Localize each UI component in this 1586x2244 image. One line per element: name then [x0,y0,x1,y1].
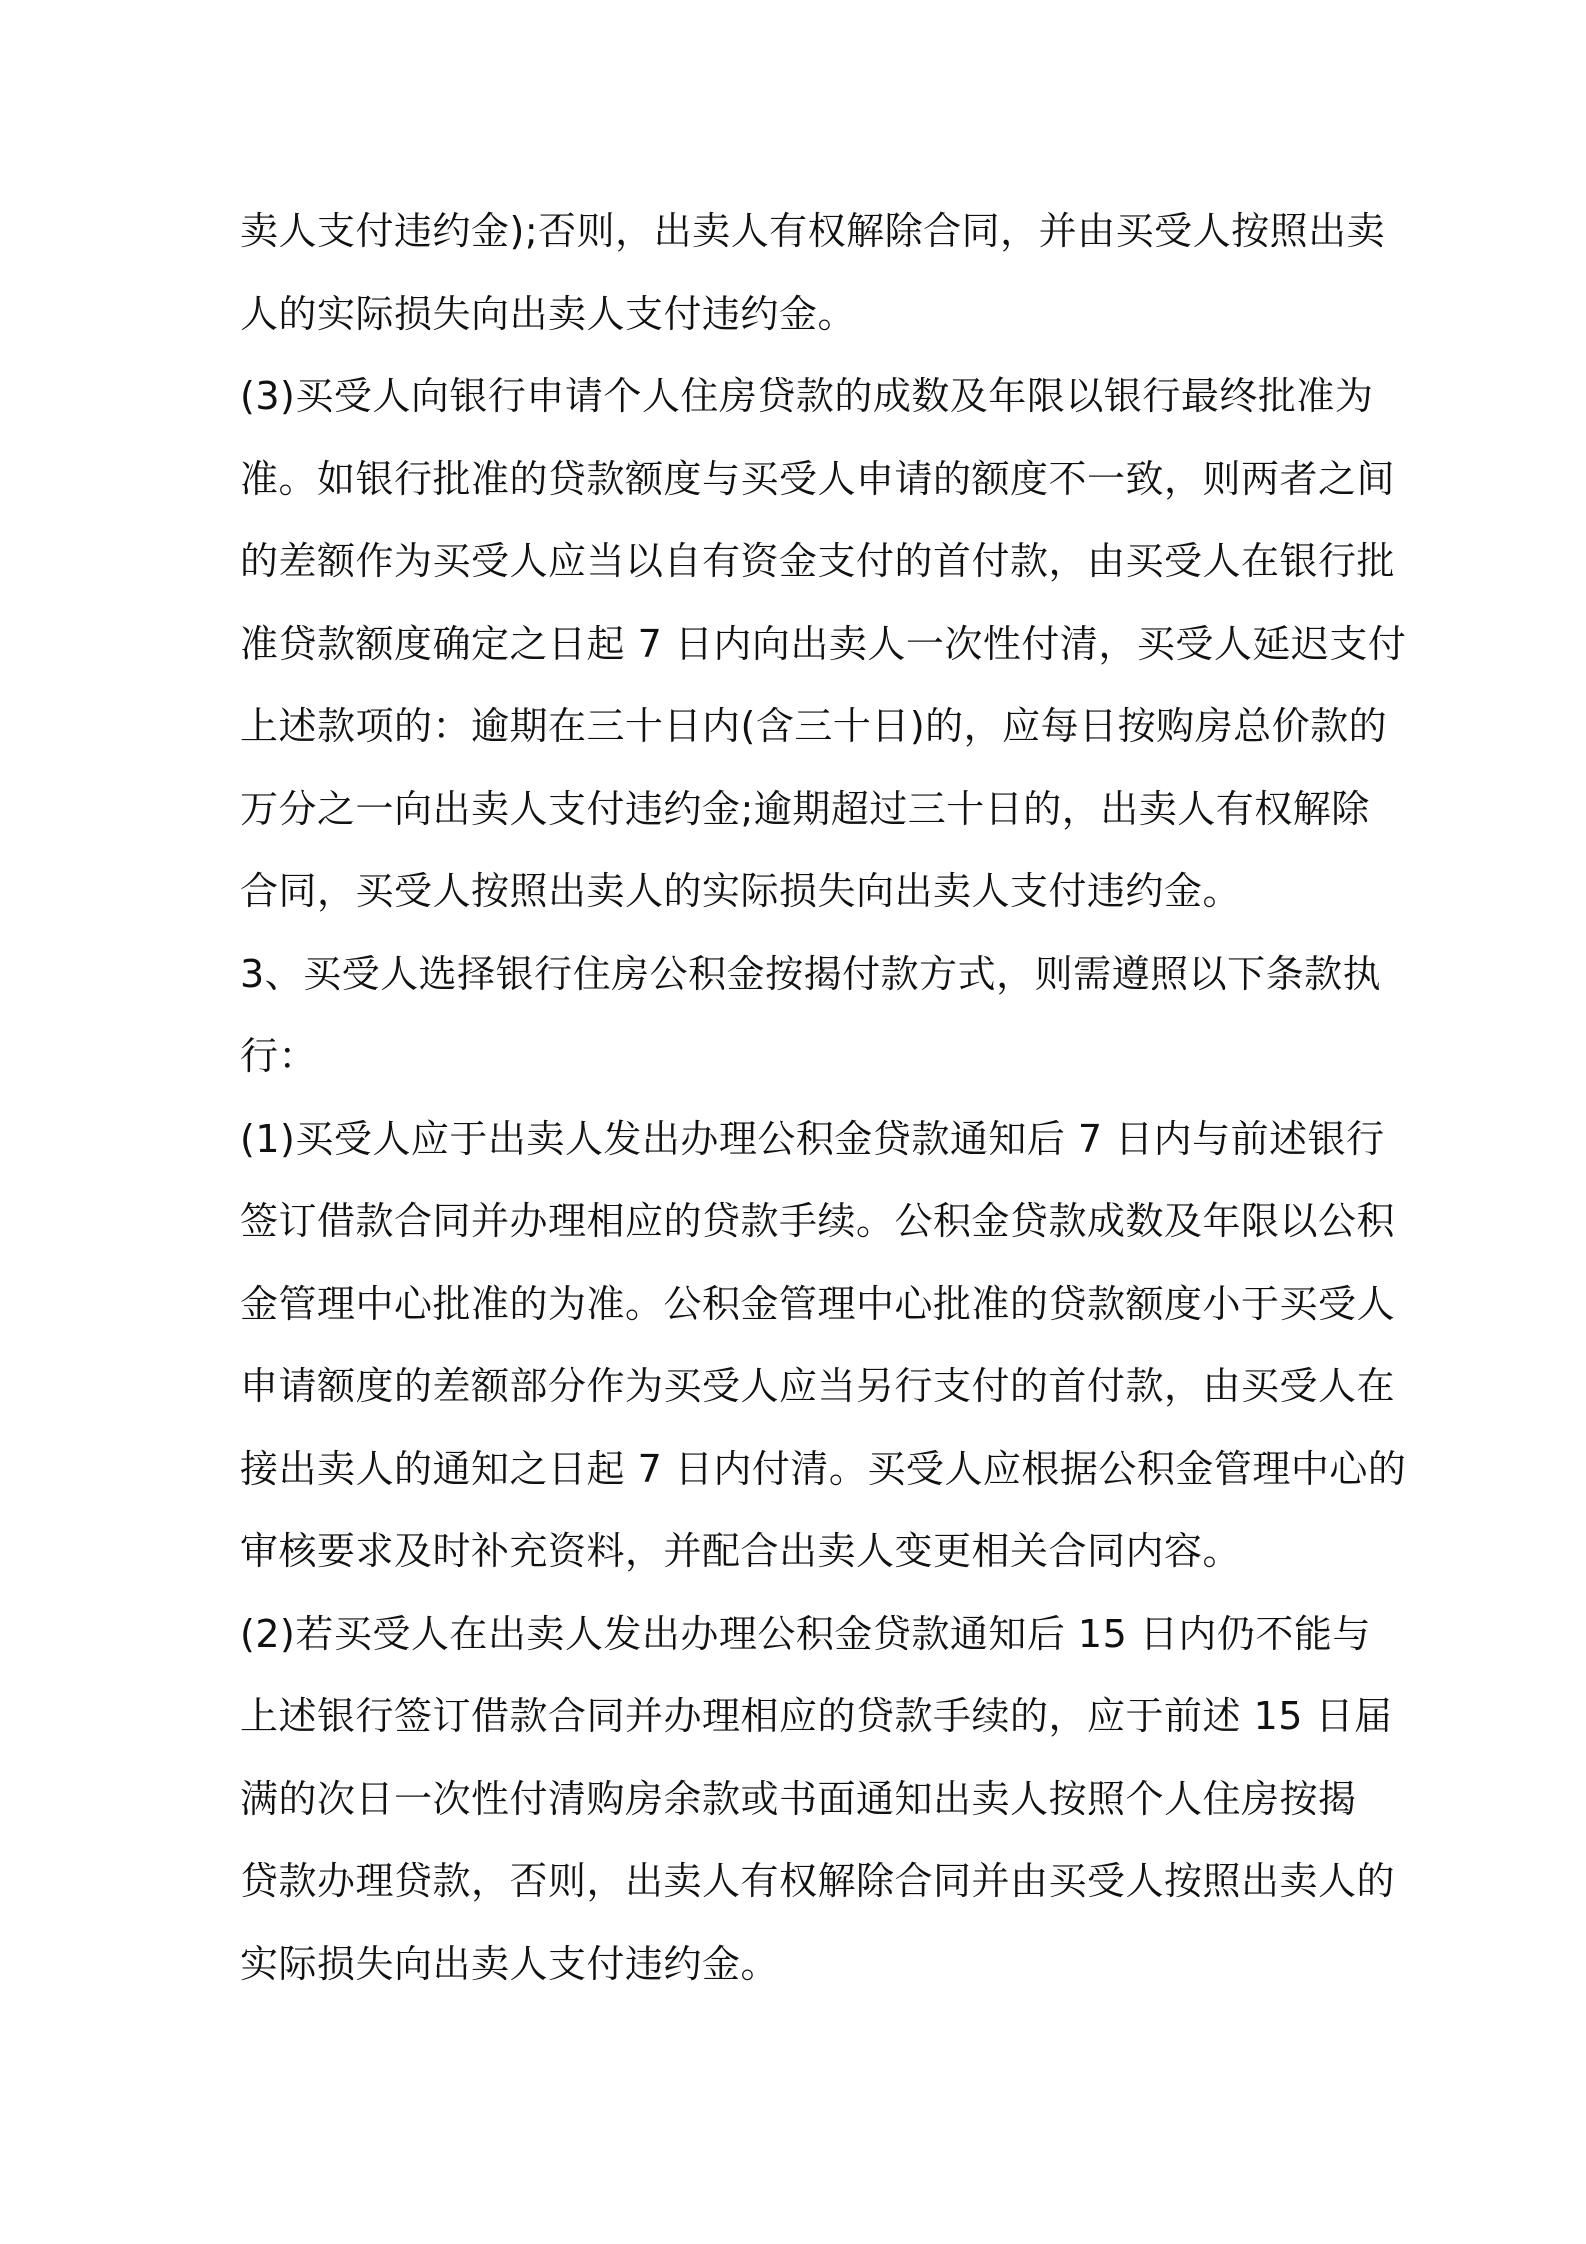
text-line: 准。如银行批准的贷款额度与买受人申请的额度不一致，则两者之间 [240,456,1396,501]
text-line: 满的次日一次性付清购房余款或书面通知出卖人按照个人住房按揭 [240,1776,1357,1821]
text-line: (2)若买受人在出卖人发出办理公积金贷款通知后 15 日内仍不能与 [240,1611,1371,1656]
text-line: 合同，买受人按照出卖人的实际损失向出卖人支付违约金。 [240,869,1242,913]
text-line: 上述银行签订借款合同并办理相应的贷款手续的，应于前述 15 日届 [240,1694,1393,1738]
text-line: 接出卖人的通知之日起 7 日内付清。买受人应根据公积金管理中心的 [240,1446,1407,1491]
text-line: (1)买受人应于出卖人发出办理公积金贷款通知后 7 日内与前述银行 [240,1116,1385,1161]
text-line: 准贷款额度确定之日起 7 日内向出卖人一次性付清，买受人延迟支付 [240,621,1407,666]
text-line: 行： [240,1034,318,1078]
text-line: 实际损失向出卖人支付违约金。 [240,1941,780,1986]
text-line: 的差额作为买受人应当以自有资金支付的首付款，由买受人在银行批 [240,539,1396,583]
text-line: 人的实际损失向出卖人支付违约金。 [240,291,857,336]
text-line: 签订借款合同并办理相应的贷款手续。公积金贷款成数及年限以公积 [240,1199,1396,1243]
text-line: 贷款办理贷款，否则，出卖人有权解除合同并由买受人按照出卖人的 [240,1859,1396,1903]
text-line: 万分之一向出卖人支付违约金;逾期超过三十日的，出卖人有权解除 [240,786,1370,831]
text-line: 审核要求及时补充资料，并配合出卖人变更相关合同内容。 [240,1529,1242,1573]
text-line: 3、买受人选择银行住房公积金按揭付款方式，则需遵照以下条款执 [240,951,1382,996]
text-line: (3)买受人向银行申请个人住房贷款的成数及年限以银行最终批准为 [240,374,1374,418]
document-body [240,190,1407,2005]
text-line: 卖人支付违约金);否则，出卖人有权解除合同，并由买受人按照出卖 [240,209,1386,253]
text-line: 金管理中心批准的为准。公积金管理中心批准的贷款额度小于买受人 [240,1281,1396,1326]
text-line: 申请额度的差额部分作为买受人应当另行支付的首付款，由买受人在 [240,1364,1396,1408]
text-line: 上述款项的：逾期在三十日内(含三十日)的，应每日按购房总价款的 [240,704,1388,748]
